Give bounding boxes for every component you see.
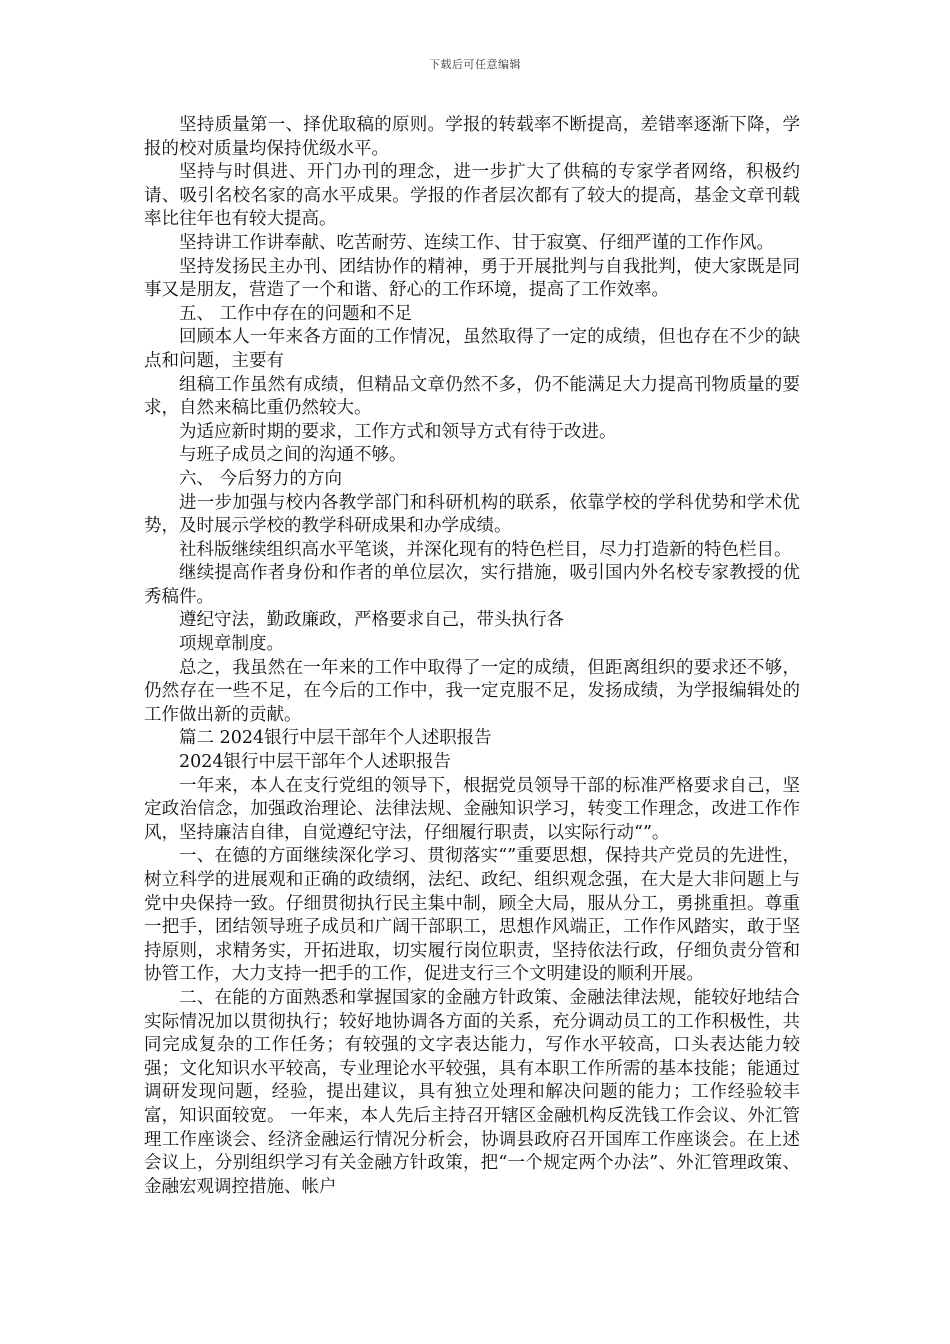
paragraph: 回顾本人一年来各方面的工作情况，虽然取得了一定的成绩，但也存在不少的缺点和问题，主要有 [144,327,800,371]
paragraph: 为适应新时期的要求，工作方式和领导方式有待于改进。 [179,421,617,442]
paragraph: 坚持质量第一、择优取稿的原则。学报的转载率不断提高，差错率逐渐下降，学报的校对质量均保持优级水平。 [144,115,800,159]
paragraph: 社科版继续组织高水平笔谈，并深化现有的特色栏目，尽力打造新的特色栏目。 [179,539,792,560]
paragraph: 一、在德的方面继续深化学习、贯彻落实“”重要思想，保持共产党员的先进性，树立科学的进展观和正确的政绩纲，法纪、政纪、组织观念强，在大是大非问题上与党中央保持一致。仔细贯彻执行民主集中制，顾全大局，服从分工，勇挑重担。尊重一把手，团结领导班子成员和广阔干部职工，思想作风端正，工作作风踏实，敢于坚持原则，求精务实，开拓进取，切实履行岗位职责，坚持依法行政，仔细负责分管和协管工作，大力支持一把手的工作，促进支行三个文明建设的顺利开展。 [144,846,800,985]
paragraph: 坚持发扬民主办刊、团结协作的精神，勇于开展批判与自我批判，使大家既是同事又是朋友，营造了一个和谐、舒心的工作环境，提高了工作效率。 [144,256,800,301]
paragraph: 一年来，本人在支行党组的领导下，根据党员领导干部的标准严格要求自己，坚定政治信念，加强政治理论、法律法规、金融知识学习，转变工作理念，改进工作作风，坚持廉洁自律，自觉遵纪守法，仔细履行职责，以实际行动“”。 [144,775,800,843]
paragraph: 总之，我虽然在一年来的工作中取得了一定的成绩，但距离组织的要求还不够，仍然存在一些不足，在今后的工作中，我一定克服不足，发扬成绩，为学报编辑处的工作做出新的贡献。 [144,657,800,725]
paragraph: 二、在能的方面熟悉和掌握国家的金融方针政策、金融法律法规，能较好地结合实际情况加以贯彻执行；较好地协调各方面的关系，充分调动员工的工作积极性，共同完成复杂的工作任务；有较强的文字表达能力，写作水平较高，口头表达能力较强；文化知识水平较高，专业理论水平较强，具有本职工作所需的基本技能；能通过调研发现问题，经验，提出建议，具有独立处理和解决问题的能力；工作经验较丰富，知识面较宽。 一年来，本人先后主持召开辖区金融机构反洗钱工作会议、外汇管理工作座谈会、经济金融运行情况分析会，协调县政府召开国库工作座谈会。在上述会议上，分别组织学习有关金融方针政策，把“一个规定两个办法”、外汇管理政策、金融宏观调控措施、帐户 [144,987,800,1197]
paragraph: 与班子成员之间的沟通不够。 [179,445,407,466]
article-subtitle: 2024银行中层干部年个人述职报告 [179,752,452,773]
paragraph: 坚持与时俱进、开门办刊的理念，进一步扩大了供稿的专家学者网络，积极约请、吸引名校名家的高水平成果。学报的作者层次都有了较大的提高，基金文章刊载率比往年也有较大提高。 [144,162,800,230]
section-heading: 六、 今后努力的方向 [179,468,343,489]
paragraph: 继续提高作者身份和作者的单位层次，实行措施，吸引国内外名校专家教授的优秀稿件。 [144,563,800,607]
section-heading: 五、 工作中存在的问题和不足 [179,303,413,324]
document-body [144,114,800,1199]
paragraph: 进一步加强与校内各教学部门和科研机构的联系，依靠学校的学科优势和学术优势，及时展示学校的教学科研成果和办学成绩。 [144,492,800,537]
paragraph: 组稿工作虽然有成绩，但精品文章仍然不多，仍不能满足大力提高刊物质量的要求，自然来稿比重仍然较大。 [144,374,800,419]
article-title: 篇二 2024银行中层干部年个人述职报告 [179,728,492,749]
paragraph: 项规章制度。 [179,634,284,655]
paragraph: 坚持讲工作讲奉献、吃苦耐劳、连续工作、甘于寂寞、仔细严谨的工作作风。 [179,232,774,253]
paragraph: 遵纪守法，勤政廉政，严格要求自己，带头执行各 [179,610,564,631]
page-header: 下载后可任意编辑 [429,58,521,71]
